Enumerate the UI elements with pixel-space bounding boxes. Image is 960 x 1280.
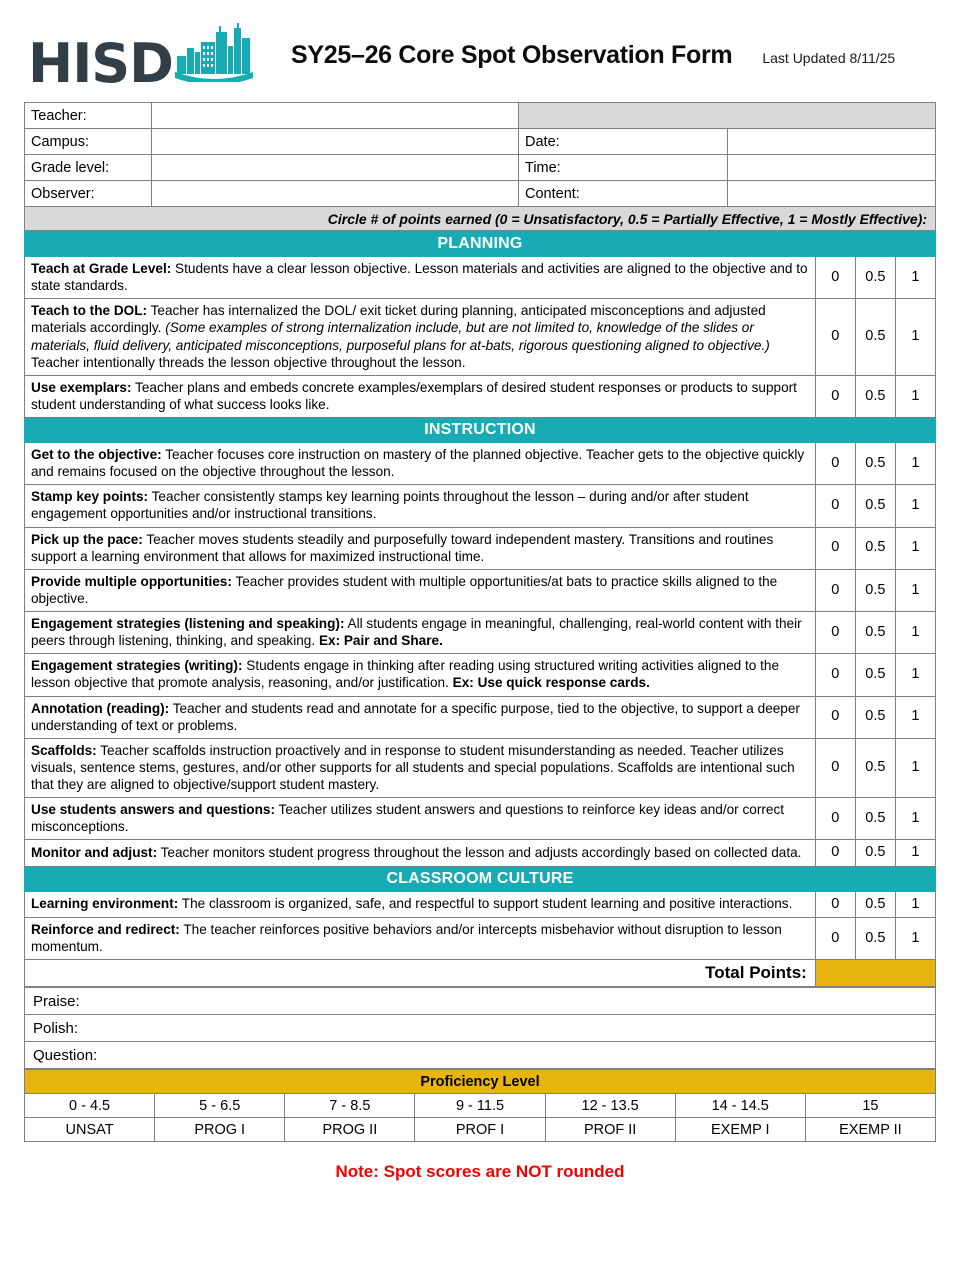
- criterion-label: Teach to the DOL:: [31, 303, 148, 319]
- info-row-grade-time: [25, 155, 936, 181]
- criterion-text: Teacher consistently stamps key learning points throughout the lesson – during and/or after student engagement opportunities and/or instructional transitions.: [31, 489, 749, 522]
- criterion-row: [25, 840, 936, 866]
- criterion-description: [25, 375, 816, 417]
- hisd-logo: [28, 22, 253, 95]
- criterion-row: [25, 299, 936, 376]
- score-option-s1[interactable]: 1: [895, 696, 935, 738]
- proficiency-level: UNSAT: [25, 1118, 155, 1142]
- criterion-description: [25, 917, 816, 959]
- criterion-row: [25, 654, 936, 696]
- total-points-row: [25, 960, 936, 987]
- criterion-label: Stamp key points:: [31, 489, 149, 505]
- feedback-notes-table: [24, 987, 936, 1069]
- score-option-s0[interactable]: 0: [815, 696, 855, 738]
- total-points-field[interactable]: [815, 960, 935, 987]
- criterion-example-bold: Ex: Use quick response cards.: [452, 675, 650, 691]
- proficiency-range: 12 - 13.5: [545, 1094, 675, 1118]
- criterion-row: [25, 443, 936, 485]
- criterion-text: Students engage in thinking after reading using structured writing activities aligned to the lesson objective that promote analysis, reasoning, and/or justification.: [31, 658, 780, 691]
- section-title: CLASSROOM CULTURE: [25, 866, 936, 891]
- info-row-campus-date: [25, 129, 936, 155]
- criterion-text: Teacher scaffolds instruction proactively and in response to student misunderstanding as needed. Teacher utilizes visuals, sentence stems, gestures, and/or other supports for all students and special populations. Scaffolds are intentional such that they are aligned to objective/support student mastery.: [31, 742, 795, 792]
- criterion-row: [25, 375, 936, 417]
- proficiency-level: EXEMP I: [675, 1118, 805, 1142]
- footer-note: Note: Spot scores are NOT rounded: [335, 1162, 625, 1182]
- criterion-description: [25, 569, 816, 611]
- proficiency-header-row: [25, 1070, 936, 1094]
- proficiency-range: 7 - 8.5: [285, 1094, 415, 1118]
- score-option-s0[interactable]: 0: [815, 917, 855, 959]
- score-option-s0[interactable]: 0: [815, 798, 855, 840]
- score-option-s05[interactable]: 0.5: [855, 840, 895, 866]
- score-option-s05[interactable]: 0.5: [855, 891, 895, 917]
- criterion-label: Engagement strategies (writing):: [31, 658, 243, 674]
- criterion-label: Get to the objective:: [31, 447, 162, 462]
- criterion-row: [25, 569, 936, 611]
- total-points-label: Total Points:: [25, 960, 816, 987]
- teacher-label: Teacher:: [25, 103, 152, 129]
- scoring-instruction-row: [25, 207, 936, 231]
- proficiency-range: 15: [805, 1094, 935, 1118]
- score-option-s0[interactable]: 0: [815, 257, 855, 299]
- page-title: SY25–26 Core Spot Observation Form: [291, 40, 733, 69]
- criterion-label: Scaffolds:: [31, 742, 97, 758]
- score-option-s1[interactable]: 1: [895, 798, 935, 840]
- proficiency-levels-row: [25, 1118, 936, 1142]
- proficiency-range: 0 - 4.5: [25, 1094, 155, 1118]
- score-option-s1[interactable]: 1: [895, 840, 935, 866]
- criterion-label: Use exemplars:: [31, 379, 132, 395]
- score-option-s0[interactable]: 0: [815, 527, 855, 569]
- criterion-description: [25, 798, 816, 840]
- criterion-text: Teacher moves students steadily and purposefully toward independent mastery. Transitions and routines support a learning environment that allows for maximized instructional time.: [31, 531, 774, 564]
- section-header-row: [25, 418, 936, 443]
- praise-row: [25, 988, 936, 1015]
- criterion-text: Students have a clear lesson objective. Lesson materials and activities are aligned to the objective and to state standards.: [31, 261, 808, 294]
- score-option-s1[interactable]: 1: [895, 569, 935, 611]
- score-option-s0[interactable]: 0: [815, 840, 855, 866]
- criterion-description: [25, 840, 816, 866]
- grade-level-field[interactable]: [152, 155, 519, 181]
- criterion-row: [25, 612, 936, 654]
- criterion-text: Teacher has internalized the DOL/ exit ticket during planning, anticipated misconceptions and adjusted materials accordingly.: [31, 303, 766, 336]
- criterion-text: The teacher reinforces positive behaviors and/or intercepts misbehavior without disruption to lesson momentum.: [31, 921, 782, 955]
- city-skyline-icon: [175, 22, 253, 87]
- score-option-s0[interactable]: 0: [815, 891, 855, 917]
- criterion-row: [25, 696, 936, 738]
- score-option-s1[interactable]: 1: [895, 527, 935, 569]
- score-option-s1[interactable]: 1: [895, 612, 935, 654]
- criterion-text: Teacher and students read and annotate for a specific purpose, tied to the objective, to support a deeper understanding of text or problems.: [31, 700, 800, 733]
- criterion-description: [25, 891, 816, 917]
- question-row: [25, 1042, 936, 1069]
- score-option-s0[interactable]: 0: [815, 485, 855, 527]
- score-option-s1[interactable]: 1: [895, 257, 935, 299]
- criterion-row: [25, 257, 936, 299]
- rubric-table: [24, 231, 936, 987]
- scoring-instruction-text: Circle # of points earned (0 = Unsatisfactory, 0.5 = Partially Effective, 1 = Mostly Effective):: [25, 207, 936, 231]
- criterion-text: All students engage in meaningful, challenging, real-world content with their peers through listening, thinking, and speaking.: [31, 616, 802, 649]
- info-row-observer-content: [25, 181, 936, 207]
- criterion-row: [25, 527, 936, 569]
- question-label[interactable]: Question:: [25, 1042, 936, 1069]
- criterion-description: [25, 738, 816, 797]
- info-row-teacher: [25, 103, 936, 129]
- proficiency-ranges-row: [25, 1094, 936, 1118]
- polish-label[interactable]: Polish:: [25, 1015, 936, 1042]
- score-option-s05[interactable]: 0.5: [855, 738, 895, 797]
- score-option-s05[interactable]: 0.5: [855, 375, 895, 417]
- criterion-text: Teacher monitors student progress throughout the lesson and adjusts accordingly based on collected data.: [157, 844, 802, 860]
- polish-row: [25, 1015, 936, 1042]
- score-option-s05[interactable]: 0.5: [855, 299, 895, 376]
- time-label: Time:: [519, 155, 728, 181]
- proficiency-range: 9 - 11.5: [415, 1094, 545, 1118]
- score-option-s1[interactable]: 1: [895, 485, 935, 527]
- section-header-row: [25, 866, 936, 891]
- criterion-label: Pick up the pace:: [31, 531, 143, 547]
- criterion-row: [25, 917, 936, 959]
- criterion-row: [25, 798, 936, 840]
- score-option-s1[interactable]: 1: [895, 917, 935, 959]
- score-option-s1[interactable]: 1: [895, 891, 935, 917]
- score-option-s05[interactable]: 0.5: [855, 798, 895, 840]
- criterion-label: Teach at Grade Level:: [31, 261, 172, 276]
- campus-field[interactable]: [152, 129, 519, 155]
- criterion-description: [25, 443, 816, 485]
- proficiency-title: Proficiency Level: [25, 1070, 936, 1094]
- criterion-label: Engagement strategies (listening and speaking):: [31, 616, 345, 631]
- criterion-label: Use students answers and questions:: [31, 802, 275, 818]
- score-option-s1[interactable]: 1: [895, 375, 935, 417]
- criterion-row: [25, 485, 936, 527]
- criterion-description: [25, 527, 816, 569]
- campus-label: Campus:: [25, 129, 152, 155]
- observer-field[interactable]: [152, 181, 519, 207]
- score-option-s0[interactable]: 0: [815, 738, 855, 797]
- score-option-s05[interactable]: 0.5: [855, 612, 895, 654]
- proficiency-range: 14 - 14.5: [675, 1094, 805, 1118]
- teacher-row-filler: [519, 103, 936, 129]
- score-option-s05[interactable]: 0.5: [855, 527, 895, 569]
- criterion-description: [25, 696, 816, 738]
- criterion-row: [25, 738, 936, 797]
- criterion-label: Annotation (reading):: [31, 700, 170, 716]
- proficiency-range: 5 - 6.5: [155, 1094, 285, 1118]
- proficiency-level: PROF II: [545, 1118, 675, 1142]
- score-option-s05[interactable]: 0.5: [855, 654, 895, 696]
- criterion-description: [25, 654, 816, 696]
- page-header: [0, 0, 960, 102]
- score-option-s1[interactable]: 1: [895, 443, 935, 485]
- criterion-label: Provide multiple opportunities:: [31, 573, 232, 589]
- observer-label: Observer:: [25, 181, 152, 207]
- content-field[interactable]: [727, 181, 936, 207]
- date-field[interactable]: [727, 129, 936, 155]
- score-option-s0[interactable]: 0: [815, 443, 855, 485]
- proficiency-level: PROF I: [415, 1118, 545, 1142]
- criterion-label: Monitor and adjust:: [31, 844, 158, 860]
- grade-level-label: Grade level:: [25, 155, 152, 181]
- score-option-s1[interactable]: 1: [895, 654, 935, 696]
- score-option-s0[interactable]: 0: [815, 654, 855, 696]
- section-title: PLANNING: [25, 232, 936, 257]
- criterion-label: Reinforce and redirect:: [31, 921, 180, 937]
- score-option-s0[interactable]: 0: [815, 569, 855, 611]
- criterion-example-italic: (Some examples of strong internalization include, but are not limited to, knowledge of the slides or materials, fluid delivery, anticipated misconceptions, purposeful plans for at-bats, rigorous questioning aligned to objective.): [31, 320, 770, 353]
- score-option-s0[interactable]: 0: [815, 375, 855, 417]
- section-title: INSTRUCTION: [25, 418, 936, 443]
- criterion-text: Teacher plans and embeds concrete examples/exemplars of desired student responses or products to support student understanding of what success looks like.: [31, 379, 797, 412]
- score-option-s05[interactable]: 0.5: [855, 257, 895, 299]
- date-label: Date:: [519, 129, 728, 155]
- score-option-s05[interactable]: 0.5: [855, 443, 895, 485]
- score-option-s05[interactable]: 0.5: [855, 696, 895, 738]
- time-field[interactable]: [727, 155, 936, 181]
- observation-info-table: [24, 102, 936, 231]
- praise-label[interactable]: Praise:: [25, 988, 936, 1015]
- criterion-text: Teacher provides student with multiple opportunities/at bats to practice skills aligned to the objective.: [31, 573, 778, 606]
- criterion-label: Learning environment:: [31, 896, 179, 912]
- score-option-s0[interactable]: 0: [815, 299, 855, 376]
- criterion-description: [25, 485, 816, 527]
- criterion-row: [25, 891, 936, 917]
- criterion-example-bold: Ex: Pair and Share.: [318, 633, 443, 649]
- teacher-field[interactable]: [152, 103, 519, 129]
- criterion-text: Teacher focuses core instruction on mastery of the planned objective. Teacher gets to the objective quickly and remains focused on the objective throughout the lesson.: [31, 447, 805, 480]
- criterion-description: [25, 299, 816, 376]
- proficiency-table: [24, 1069, 936, 1142]
- score-option-s05[interactable]: 0.5: [855, 917, 895, 959]
- score-option-s1[interactable]: 1: [895, 738, 935, 797]
- proficiency-level: PROG I: [155, 1118, 285, 1142]
- logo-text: HISD: [28, 31, 174, 95]
- score-option-s05[interactable]: 0.5: [855, 569, 895, 611]
- criterion-text: The classroom is organized, safe, and respectful to support student learning and positive interactions.: [178, 896, 793, 912]
- proficiency-level: PROG II: [285, 1118, 415, 1142]
- proficiency-level: EXEMP II: [805, 1118, 935, 1142]
- score-option-s1[interactable]: 1: [895, 299, 935, 376]
- content-label: Content:: [519, 181, 728, 207]
- criterion-description: [25, 257, 816, 299]
- title-block: [291, 41, 960, 70]
- section-header-row: [25, 232, 936, 257]
- score-option-s05[interactable]: 0.5: [855, 485, 895, 527]
- criterion-description: [25, 612, 816, 654]
- criterion-text-continued: Teacher intentionally threads the lesson objective throughout the lesson.: [31, 354, 466, 370]
- last-updated-text: Last Updated 8/11/25: [762, 49, 896, 66]
- score-option-s0[interactable]: 0: [815, 612, 855, 654]
- criterion-text: Teacher utilizes student answers and questions to reinforce key ideas and/or correct misconceptions.: [31, 802, 785, 835]
